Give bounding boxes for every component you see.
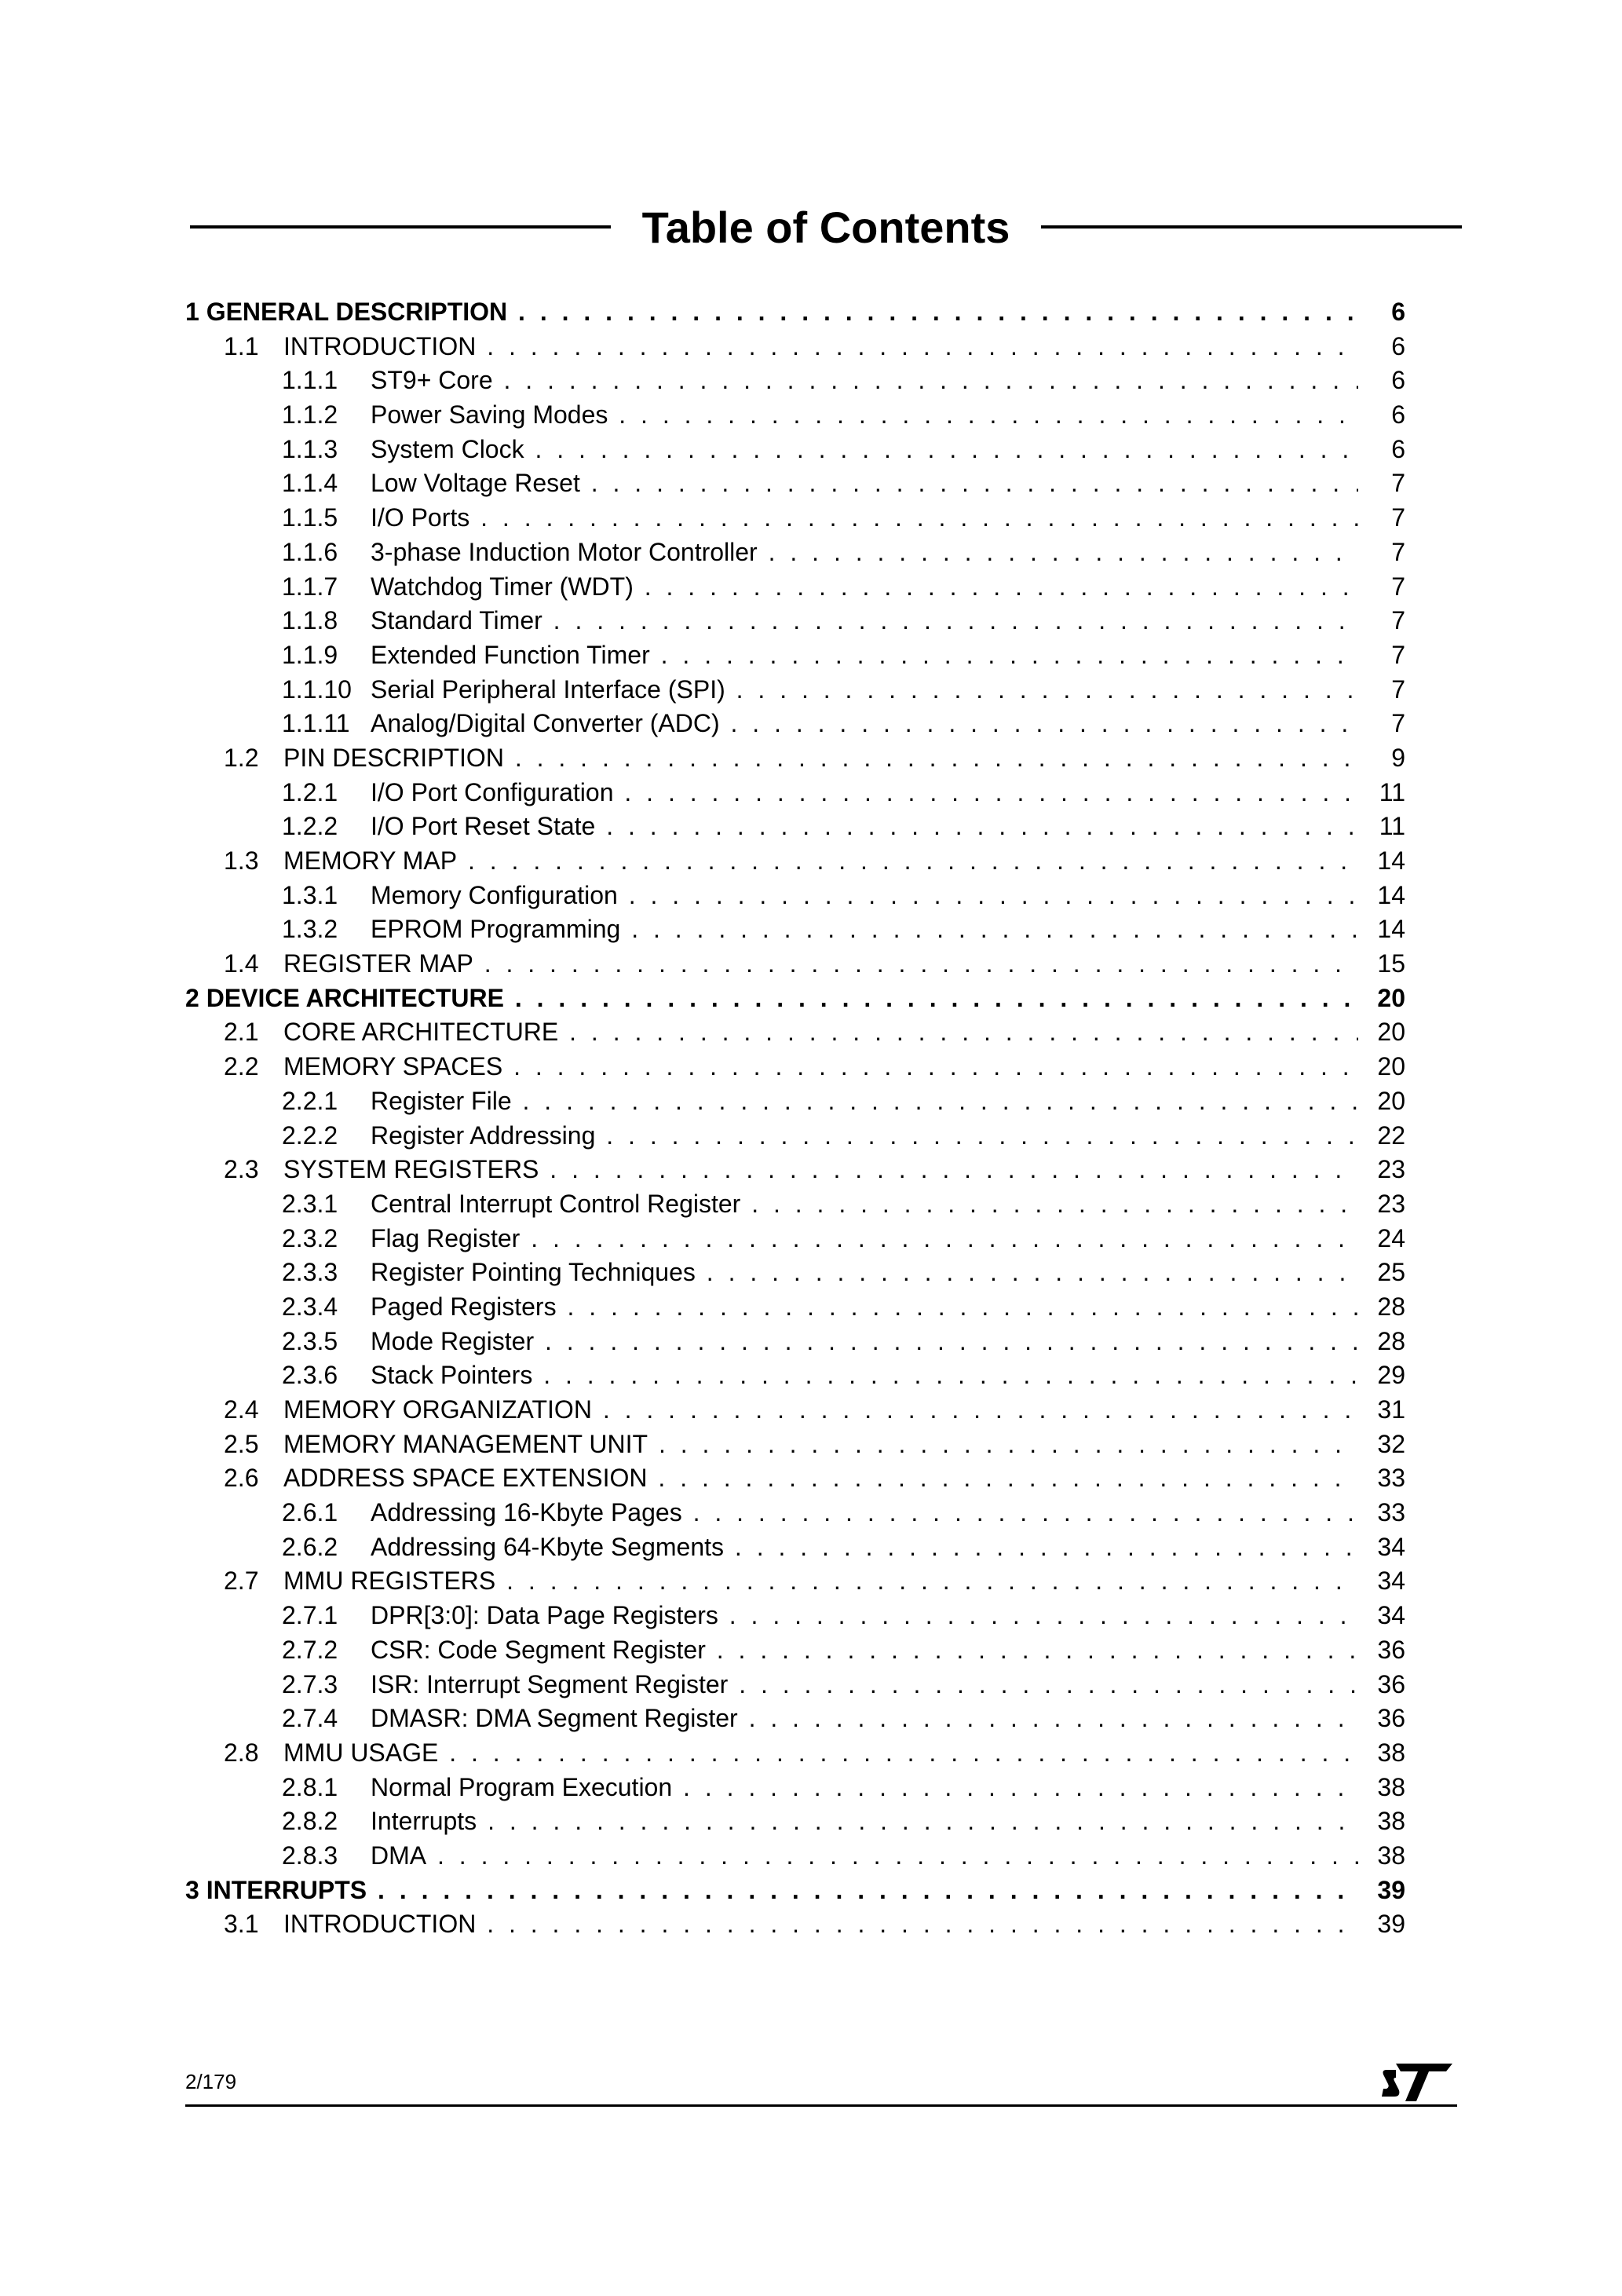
toc-entry-level-2[interactable]	[185, 1393, 1405, 1428]
toc-entry-number: 2.7.4	[282, 1704, 338, 1733]
toc-entry-level-3[interactable]	[185, 1668, 1405, 1702]
toc-entry-page: 20	[1377, 1018, 1405, 1047]
toc-entry-page: 7	[1391, 537, 1405, 566]
toc-entry-title: ADDRESS SPACE EXTENSION . . .	[283, 1461, 1358, 1496]
toc-entry-title: MEMORY MANAGEMENT UNIT . . .	[283, 1428, 1358, 1462]
toc-entry-level-3[interactable]	[185, 1119, 1405, 1153]
toc-entry-page: 6	[1391, 331, 1405, 360]
toc-entry-title: Power Saving Modes . . .	[371, 398, 1358, 433]
toc-entry-page: 6	[1391, 434, 1405, 463]
toc-entry-level-3[interactable]	[185, 707, 1405, 741]
toc-entry-title: Interrupts . . .	[371, 1804, 1358, 1839]
toc-entry-title: ISR: Interrupt Segment Register . . .	[371, 1668, 1358, 1702]
st-logo-icon	[1382, 2062, 1454, 2103]
toc-entry-level-3[interactable]	[185, 364, 1405, 398]
toc-entry-level-3[interactable]	[185, 1599, 1405, 1633]
toc-entry-title: PIN DESCRIPTION . . .	[283, 741, 1358, 776]
toc-entry-page: 7	[1391, 606, 1405, 635]
toc-entry-level-3[interactable]	[185, 466, 1405, 501]
toc-entry-level-3[interactable]	[185, 536, 1405, 570]
toc-entry-title: Register Addressing . . .	[371, 1119, 1358, 1153]
toc-entry-level-3[interactable]	[185, 1187, 1405, 1222]
toc-entry-title: ST9+ Core . . .	[371, 364, 1358, 398]
toc-entry-page: 7	[1391, 709, 1405, 738]
toc-entry-level-3[interactable]	[185, 1256, 1405, 1290]
footer-rule	[185, 2104, 1457, 2107]
toc-entry-level-2[interactable]	[185, 947, 1405, 982]
toc-entry-level-2[interactable]	[185, 741, 1405, 776]
toc-entry-level-3[interactable]	[185, 1325, 1405, 1359]
toc-entry-page: 36	[1377, 1669, 1405, 1698]
toc-entry-level-2[interactable]	[185, 1428, 1405, 1462]
toc-entry-level-3[interactable]	[185, 1496, 1405, 1530]
toc-entry-page: 36	[1377, 1704, 1405, 1733]
toc-entry-title	[185, 982, 1358, 1016]
toc-entry-title: Mode Register . . .	[371, 1325, 1358, 1359]
toc-entry-number: 1.1.9	[282, 640, 338, 669]
toc-entry-number: 2.7.2	[282, 1635, 338, 1664]
toc-entry-level-3[interactable]	[185, 776, 1405, 810]
toc-entry-number: 2.7	[224, 1567, 259, 1596]
toc-entry-level-3[interactable]	[185, 638, 1405, 673]
toc-entry-title: Register Pointing Techniques . . .	[371, 1256, 1358, 1290]
toc-entry-level-3[interactable]	[185, 570, 1405, 605]
toc-entry-number: 2.2	[224, 1052, 259, 1081]
toc-entry-number: 1.2.2	[282, 812, 338, 841]
toc-entry-title: CSR: Code Segment Register . . .	[371, 1633, 1358, 1668]
toc-entry-title: DMA . . .	[371, 1839, 1358, 1874]
toc-entry-page: 20	[1377, 983, 1405, 1012]
toc-entry-level-1[interactable]	[185, 295, 1405, 330]
toc-entry-page: 7	[1391, 469, 1405, 498]
toc-entry-number: 1.1	[224, 331, 259, 360]
page-title: Table of Contents	[641, 202, 1010, 252]
toc-entry-title: I/O Port Configuration . . .	[371, 776, 1358, 810]
page-number: 2/179	[185, 2070, 237, 2093]
toc-entry-title: DPR[3:0]: Data Page Registers . . .	[371, 1599, 1358, 1633]
toc-entry-level-3[interactable]	[185, 1358, 1405, 1393]
toc-entry-page: 15	[1377, 949, 1405, 978]
toc-entry-number: 1.1.3	[282, 434, 338, 463]
toc-entry-title: I/O Ports . . .	[371, 501, 1358, 536]
toc-entry-level-3[interactable]	[185, 810, 1405, 844]
toc-entry-number: 1.2	[224, 743, 259, 772]
toc-entry-level-1[interactable]	[185, 982, 1405, 1016]
toc-entry-title: Addressing 64-Kbyte Segments . . .	[371, 1530, 1358, 1565]
toc-entry-level-3[interactable]	[185, 1222, 1405, 1256]
toc-entry-page: 14	[1377, 915, 1405, 944]
toc-entry-page: 20	[1377, 1052, 1405, 1081]
toc-entry-title: Addressing 16-Kbyte Pages . . .	[371, 1496, 1358, 1530]
toc-entry-page: 34	[1377, 1601, 1405, 1630]
toc-entry-number: 3	[185, 1875, 199, 1904]
toc-entry-level-2[interactable]	[185, 1564, 1405, 1599]
toc-entry-number: 1.3	[224, 846, 259, 875]
toc-entry-title: MEMORY MAP . . .	[283, 844, 1358, 879]
toc-entry-title: Stack Pointers . . .	[371, 1358, 1358, 1393]
page-heading	[190, 192, 1462, 262]
page-footer	[185, 2062, 1457, 2109]
toc-entry-title: System Clock . . .	[371, 433, 1358, 467]
toc-entry-level-2[interactable]	[185, 1736, 1405, 1771]
toc-entry-level-2[interactable]	[185, 1907, 1405, 1942]
toc-entry-page: 11	[1379, 777, 1405, 806]
toc-entry-title: EPROM Programming . . .	[371, 912, 1358, 947]
toc-entry-number: 2.8.1	[282, 1772, 338, 1801]
toc-entry-number: 1.1.5	[282, 503, 338, 532]
toc-entry-number: 2.8	[224, 1738, 259, 1767]
toc-entry-number: 1.1.1	[282, 366, 338, 395]
toc-entry-number: 1.2.1	[282, 777, 338, 806]
toc-entry-number: 1.1.8	[282, 606, 338, 635]
toc-entry-page: 34	[1377, 1567, 1405, 1596]
toc-entry-title	[185, 295, 1358, 330]
toc-entry-page: 34	[1377, 1532, 1405, 1561]
toc-entry-title: MMU USAGE . . .	[283, 1736, 1358, 1771]
toc-entry-level-2[interactable]	[185, 844, 1405, 879]
toc-entry-level-3[interactable]	[185, 1633, 1405, 1668]
toc-entry-number: 2.7.1	[282, 1601, 338, 1630]
toc-entry-number: 2.3.2	[282, 1223, 338, 1252]
toc-entry-title: MEMORY ORGANIZATION . . .	[283, 1393, 1358, 1428]
toc-entry-title: Normal Program Execution . . .	[371, 1771, 1358, 1805]
toc-entry-page: 14	[1377, 880, 1405, 909]
toc-entry-title: MEMORY SPACES . . .	[283, 1050, 1358, 1084]
toc-entry-number: 3.1	[224, 1910, 259, 1939]
toc-entry-number: 2.7.3	[282, 1669, 338, 1698]
toc-entry-page: 9	[1391, 743, 1405, 772]
toc-entry-title: CORE ARCHITECTURE . . .	[283, 1015, 1358, 1050]
toc-entry-page: 28	[1377, 1292, 1405, 1321]
toc-entry-level-3[interactable]	[185, 604, 1405, 638]
heading-rule-left	[190, 225, 611, 229]
toc-entry-number: 2.3.4	[282, 1292, 338, 1321]
toc-entry-title: Flag Register . . .	[371, 1222, 1358, 1256]
heading-rule-right	[1041, 225, 1462, 229]
toc-entry-title: Paged Registers . . .	[371, 1290, 1358, 1325]
toc-entry-level-2[interactable]	[185, 1461, 1405, 1496]
toc-entry-page: 14	[1377, 846, 1405, 875]
toc-entry-level-3[interactable]	[185, 673, 1405, 707]
toc-entry-level-2[interactable]	[185, 330, 1405, 364]
toc-entry-title: Analog/Digital Converter (ADC) . . .	[371, 707, 1358, 741]
toc-entry-number: 2.3.5	[282, 1326, 338, 1355]
toc-entry-level-2[interactable]	[185, 1153, 1405, 1187]
toc-entry-title-text: INTERRUPTS	[206, 1875, 367, 1904]
toc-entry-page: 38	[1377, 1841, 1405, 1870]
toc-entry-page: 6	[1391, 366, 1405, 395]
toc-entry-number: 1.1.6	[282, 537, 338, 566]
toc-entry-page: 7	[1391, 503, 1405, 532]
toc-entry-page: 24	[1377, 1223, 1405, 1252]
toc-entry-page: 20	[1377, 1086, 1405, 1115]
toc-entry-level-1[interactable]	[185, 1874, 1405, 1908]
toc-entry-number: 1.1.10	[282, 675, 352, 704]
toc-entry-number: 2.6.2	[282, 1532, 338, 1561]
toc-entry-level-3[interactable]	[185, 1839, 1405, 1874]
toc-entry-title: REGISTER MAP . . .	[283, 947, 1358, 982]
toc-entry-level-3[interactable]	[185, 1804, 1405, 1839]
toc-entry-page: 6	[1391, 400, 1405, 430]
toc-entry-title: INTRODUCTION . . .	[283, 1907, 1358, 1942]
toc-entry-level-3[interactable]	[185, 1702, 1405, 1736]
toc-entry-title: SYSTEM REGISTERS . . .	[283, 1153, 1358, 1187]
toc-entry-number: 2.8.3	[282, 1841, 338, 1870]
toc-entry-level-3[interactable]	[185, 433, 1405, 467]
toc-entry-title: 3-phase Induction Motor Controller . . .	[371, 536, 1358, 570]
toc-entry-page: 39	[1377, 1910, 1405, 1939]
toc-entry-number: 2.1	[224, 1018, 259, 1047]
toc-entry-number: 1.3.1	[282, 880, 338, 909]
toc-entry-page: 31	[1377, 1395, 1405, 1424]
toc-entry-title: Memory Configuration . . .	[371, 879, 1358, 913]
toc-entry-title: Low Voltage Reset . . .	[371, 466, 1358, 501]
toc-entry-page: 23	[1377, 1155, 1405, 1184]
toc-entry-page: 29	[1377, 1361, 1405, 1390]
toc-entry-title: Watchdog Timer (WDT) . . .	[371, 570, 1358, 605]
toc-entry-title: DMASR: DMA Segment Register . . .	[371, 1702, 1358, 1736]
toc-entry-number: 1.1.7	[282, 572, 338, 601]
toc-entry-title	[185, 1874, 1358, 1908]
toc-entry-level-2[interactable]	[185, 1050, 1405, 1084]
toc-entry-number: 1	[185, 298, 199, 326]
toc-entry-page: 38	[1377, 1772, 1405, 1801]
toc-entry-title-text: DEVICE ARCHITECTURE	[206, 983, 504, 1012]
toc-entry-title: Register File . . .	[371, 1084, 1358, 1119]
toc-entry-level-2[interactable]	[185, 1015, 1405, 1050]
toc-entry-title: I/O Port Reset State . . .	[371, 810, 1358, 844]
toc-entry-number: 2.3.3	[282, 1258, 338, 1287]
toc-entry-level-3[interactable]	[185, 1084, 1405, 1119]
toc-entry-page: 39	[1377, 1875, 1405, 1904]
toc-entry-page: 28	[1377, 1326, 1405, 1355]
toc-entry-level-3[interactable]	[185, 1290, 1405, 1325]
toc-entry-number: 1.1.4	[282, 469, 338, 498]
toc-entry-page: 25	[1377, 1258, 1405, 1287]
toc-entry-number: 1.1.11	[282, 709, 350, 738]
toc-entry-page: 33	[1377, 1464, 1405, 1493]
toc-entry-level-3[interactable]	[185, 398, 1405, 433]
toc-entry-number: 2.3.6	[282, 1361, 338, 1390]
toc-entry-level-3[interactable]	[185, 1530, 1405, 1565]
toc-entry-number: 2.2.2	[282, 1121, 338, 1150]
toc-entry-level-3[interactable]	[185, 1771, 1405, 1805]
toc-entry-number: 2	[185, 983, 199, 1012]
toc-entry-page: 7	[1391, 675, 1405, 704]
toc-entry-title: Standard Timer . . .	[371, 604, 1358, 638]
toc-entry-title: INTRODUCTION . . .	[283, 330, 1358, 364]
toc-entry-page: 38	[1377, 1738, 1405, 1767]
toc-entry-number: 2.8.2	[282, 1807, 338, 1836]
table-of-contents	[185, 295, 1405, 1942]
toc-entry-page: 23	[1377, 1189, 1405, 1218]
toc-entry-page: 36	[1377, 1635, 1405, 1664]
toc-entry-title: MMU REGISTERS . . .	[283, 1564, 1358, 1599]
toc-entry-number: 2.3	[224, 1155, 259, 1184]
toc-entry-level-3[interactable]	[185, 912, 1405, 947]
toc-entry-page: 7	[1391, 640, 1405, 669]
toc-entry-number: 1.4	[224, 949, 259, 978]
toc-entry-page: 22	[1377, 1121, 1405, 1150]
toc-entry-number: 2.6.1	[282, 1498, 338, 1527]
toc-entry-page: 32	[1377, 1429, 1405, 1458]
toc-entry-number: 2.4	[224, 1395, 259, 1424]
toc-entry-title: Extended Function Timer . . .	[371, 638, 1358, 673]
toc-entry-level-3[interactable]	[185, 501, 1405, 536]
toc-entry-page: 11	[1379, 812, 1405, 841]
toc-entry-page: 7	[1391, 572, 1405, 601]
toc-entry-level-3[interactable]	[185, 879, 1405, 913]
toc-entry-page: 6	[1391, 298, 1405, 326]
toc-entry-page: 33	[1377, 1498, 1405, 1527]
toc-entry-title: Serial Peripheral Interface (SPI) . . .	[371, 673, 1358, 707]
toc-entry-number: 1.3.2	[282, 915, 338, 944]
toc-entry-title-text: GENERAL DESCRIPTION	[206, 298, 508, 326]
toc-entry-number: 2.3.1	[282, 1189, 338, 1218]
toc-entry-number: 1.1.2	[282, 400, 338, 430]
toc-entry-page: 38	[1377, 1807, 1405, 1836]
toc-entry-number: 2.6	[224, 1464, 259, 1493]
toc-entry-number: 2.5	[224, 1429, 259, 1458]
toc-entry-number: 2.2.1	[282, 1086, 338, 1115]
toc-entry-title: Central Interrupt Control Register . . .	[371, 1187, 1358, 1222]
